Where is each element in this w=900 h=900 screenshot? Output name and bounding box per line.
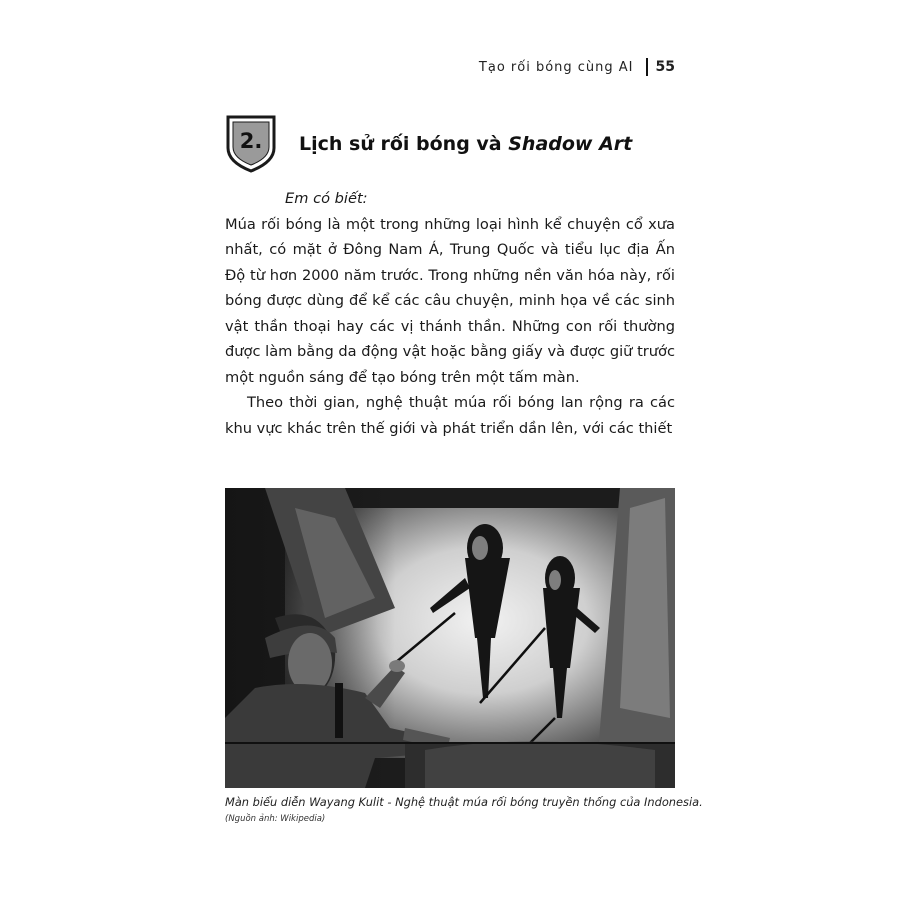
- section-title-italic: Shadow Art: [508, 133, 633, 155]
- section-title: [299, 133, 632, 155]
- figure-caption: Màn biểu diễn Wayang Kulit - Nghệ thuật múa rối bóng truyền thống của Indonesia.: [225, 795, 703, 809]
- section-number-badge: [225, 114, 277, 174]
- figure-source: (Nguồn ảnh: Wikipedia): [225, 814, 326, 824]
- section-title-regular: Lịch sử rối bóng và: [299, 133, 509, 155]
- intro-label: Em có biết:: [285, 190, 368, 207]
- section-number: 2.: [239, 129, 263, 153]
- header-divider: [646, 58, 648, 76]
- page-number: 55: [655, 59, 675, 75]
- running-header: [479, 58, 675, 76]
- section-heading: [225, 114, 632, 174]
- paragraph-2: Theo thời gian, nghệ thuật múa rối bóng lan rộng ra các khu vực khác trên thế giới và phát triển dần lên, với các thiết: [225, 394, 675, 437]
- book-title: Tạo rối bóng cùng AI: [478, 59, 634, 75]
- wayang-kulit-photo: [225, 488, 675, 788]
- paragraph-1: Múa rối bóng là một trong những loại hình kể chuyện cổ xưa nhất, có mặt ở Đông Nam Á, Trung Quốc và tiểu lục địa Ấn Độ từ hơn 2000 năm trước. Trong những nền văn hóa này, rối bóng được dùng để kể các câu chuyện, minh họa về các sinh vật thần thoại hay các vị thánh thần. Những con rối thường được làm bằng da động vật hoặc bằng giấy và được giữ trước một nguồn sáng để tạo bóng trên một tấm màn.: [225, 215, 675, 386]
- body-text: [225, 186, 675, 441]
- photo-illustration: [225, 488, 675, 788]
